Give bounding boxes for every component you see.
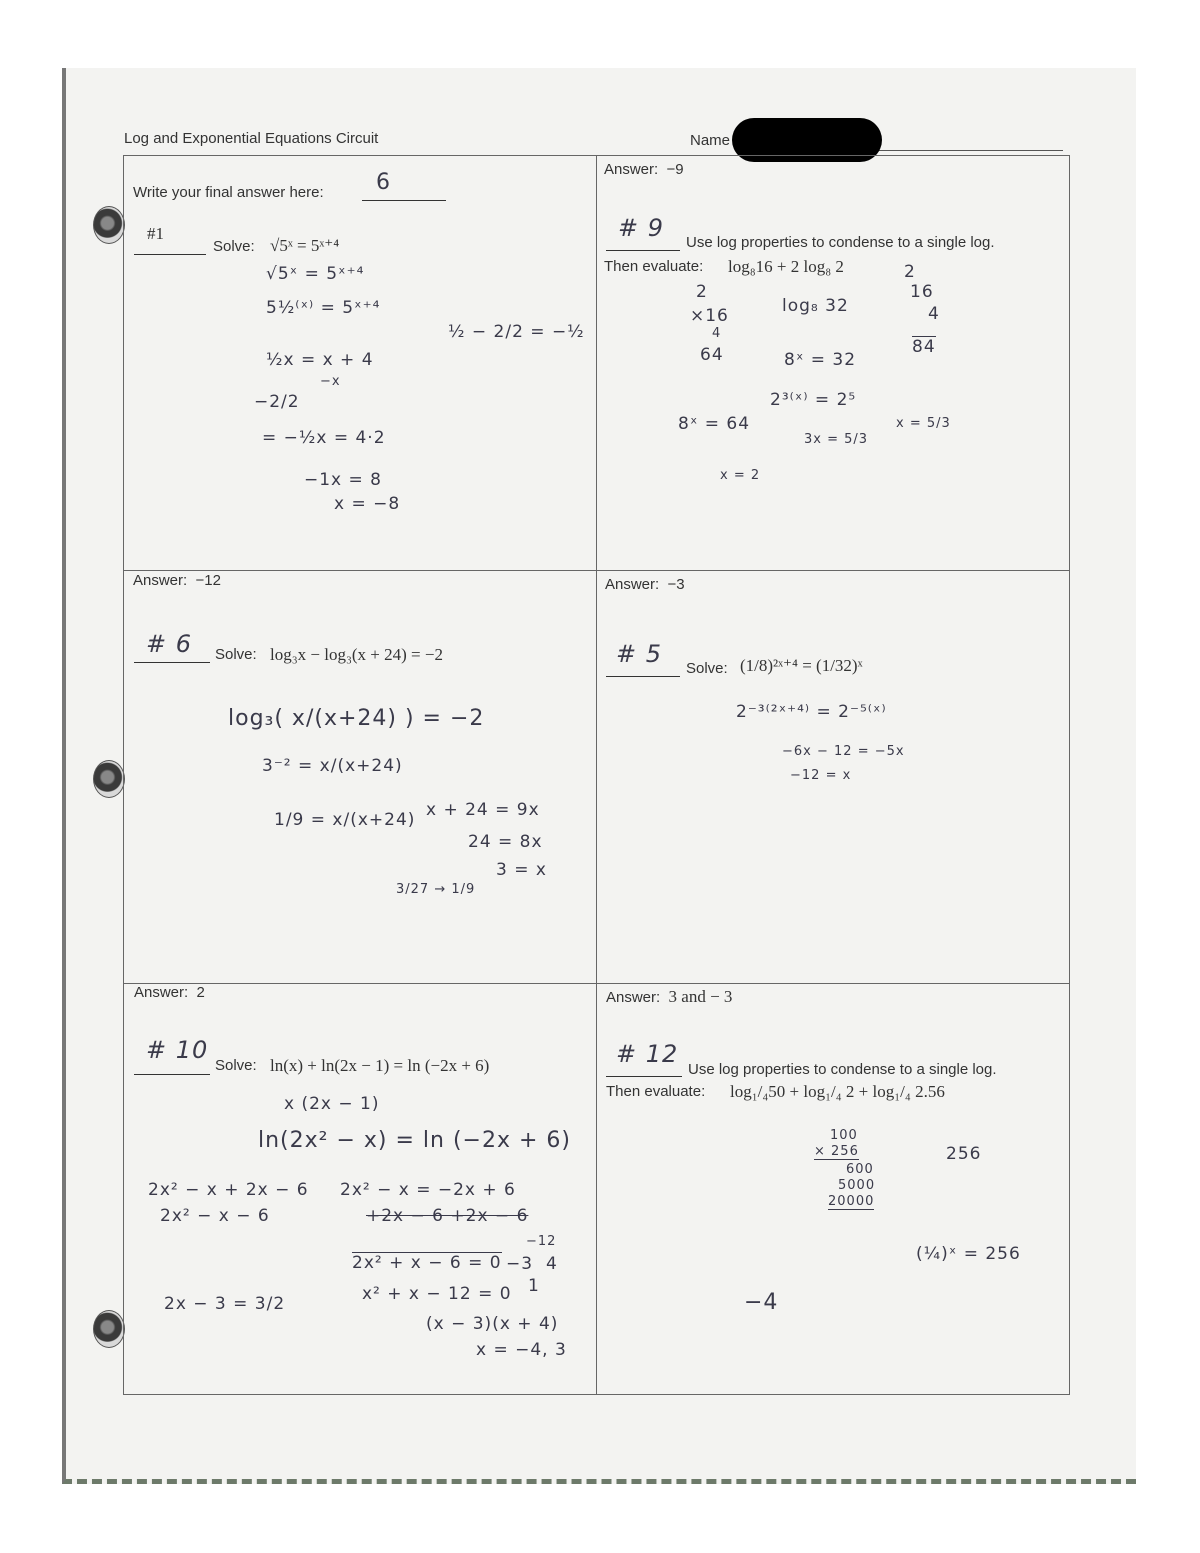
problem-expression: log₁/₄50 + log₁/₄ 2 + log₁/₄ 2.56 bbox=[730, 1082, 945, 1101]
work-line: −1x = 8 bbox=[304, 470, 382, 490]
work-line: 2x² − x = −2x + 6 bbox=[340, 1180, 516, 1200]
instruction: Use log properties to condense to a single log. bbox=[686, 234, 995, 251]
work-line: log₈ 32 bbox=[782, 296, 849, 316]
answer-label: Answer: 3 and − 3 bbox=[606, 987, 733, 1006]
final-answer-blank bbox=[362, 200, 446, 201]
work-line: −12 = x bbox=[790, 768, 852, 783]
work-line: ×16 bbox=[690, 306, 729, 326]
instruction: Use log properties to condense to a single log. bbox=[688, 1061, 997, 1078]
answer-value: 2 bbox=[196, 984, 205, 1001]
grid-divider bbox=[123, 983, 1070, 984]
work-line: 20000 bbox=[828, 1194, 875, 1209]
problem-expression: log₈16 + 2 log₈ 2 bbox=[728, 257, 844, 276]
work-line: 5000 bbox=[838, 1178, 876, 1193]
name-label: Name bbox=[690, 132, 731, 149]
solve-label: Solve: bbox=[213, 238, 255, 255]
work-line: (x − 3)(x + 4) bbox=[426, 1314, 559, 1334]
number-blank bbox=[134, 662, 210, 663]
answer-label: Answer: 2 bbox=[134, 984, 205, 1001]
problem-equation: log₃x − log₃(x + 24) = −2 bbox=[270, 645, 443, 664]
work-line: × 256 bbox=[814, 1144, 859, 1159]
work-line: 3 = x bbox=[496, 860, 547, 880]
solve-label: Solve: bbox=[215, 1057, 257, 1074]
number-blank bbox=[134, 254, 206, 255]
work-line: x = 5/3 bbox=[896, 416, 951, 431]
problem-number: #1 bbox=[147, 224, 164, 243]
work-line: −4 bbox=[744, 1290, 779, 1315]
problem-number: # 12 bbox=[616, 1040, 679, 1068]
answer-value: −3 bbox=[667, 576, 685, 593]
number-blank bbox=[606, 250, 680, 251]
final-answer: 6 bbox=[376, 170, 391, 195]
work-line: x² + x − 12 = 0 bbox=[362, 1284, 512, 1304]
work-line: 600 bbox=[846, 1162, 874, 1177]
problem-number: # 6 bbox=[146, 630, 193, 658]
work-line: −3 bbox=[506, 1254, 534, 1274]
solve-label: Solve: bbox=[686, 660, 728, 677]
worksheet-title: Log and Exponential Equations Circuit bbox=[124, 130, 379, 147]
evaluate-label: Then evaluate: bbox=[606, 1083, 706, 1100]
work-line: 3x = 5/3 bbox=[804, 432, 869, 447]
number-blank bbox=[606, 1076, 682, 1077]
work-line: 1 bbox=[528, 1276, 540, 1296]
work-line: √5ˣ = 5ˣ⁺⁴ bbox=[266, 264, 365, 284]
problem-number: # 10 bbox=[146, 1036, 209, 1064]
grid-divider bbox=[123, 570, 1070, 571]
work-line: 84 bbox=[912, 337, 936, 357]
work-line: ln(2x² − x) = ln (−2x + 6) bbox=[258, 1128, 571, 1153]
work-line: −6x − 12 = −5x bbox=[782, 744, 905, 759]
work-line: −12 bbox=[526, 1234, 557, 1249]
work-line: −x bbox=[320, 374, 341, 389]
work-line: 4 bbox=[546, 1254, 558, 1274]
work-line: ½ − 2/2 = −½ bbox=[448, 322, 585, 342]
work-line: 256 bbox=[946, 1144, 982, 1164]
work-line: 8ˣ = 64 bbox=[678, 414, 751, 434]
work-line: 3/27 → 1/9 bbox=[396, 882, 476, 897]
work-line: 100 bbox=[830, 1128, 858, 1143]
problem-equation: √5ˣ = 5ˣ⁺⁴ bbox=[270, 236, 340, 255]
problem-equation: ln(x) + ln(2x − 1) = ln (−2x + 6) bbox=[270, 1056, 490, 1075]
problem-equation: (1/8)²ˣ⁺⁴ = (1/32)ˣ bbox=[740, 656, 863, 675]
binder-hole-icon bbox=[93, 206, 125, 244]
number-blank bbox=[606, 676, 680, 677]
work-line: = −½x = 4·2 bbox=[262, 428, 386, 448]
work-line: x + 24 = 9x bbox=[426, 800, 540, 820]
answer-label: Answer: −3 bbox=[605, 576, 685, 593]
grid-divider bbox=[596, 155, 597, 1395]
answer-prompt: Write your final answer here: bbox=[133, 184, 324, 201]
binder-hole-icon bbox=[93, 1310, 125, 1348]
work-line: 2³⁽ˣ⁾ = 2⁵ bbox=[770, 390, 857, 410]
binder-hole-icon bbox=[93, 760, 125, 798]
work-line: −2/2 bbox=[254, 392, 300, 412]
problem-number: # 5 bbox=[616, 640, 663, 668]
work-line: x = −4, 3 bbox=[476, 1340, 567, 1360]
work-line: +2x − 6 +2x − 6 bbox=[366, 1206, 529, 1226]
number-blank bbox=[134, 1074, 210, 1075]
work-line: 4 bbox=[712, 326, 722, 341]
answer-value: −9 bbox=[666, 161, 684, 178]
answer-value: 3 and − 3 bbox=[668, 987, 733, 1006]
work-line: 2 bbox=[904, 262, 916, 282]
work-line: x (2x − 1) bbox=[284, 1094, 380, 1114]
problem-number: # 9 bbox=[618, 214, 665, 242]
work-line: 2x² − x − 6 bbox=[160, 1206, 270, 1226]
work-line: 5½⁽ˣ⁾ = 5ˣ⁺⁴ bbox=[266, 298, 381, 318]
solve-label: Solve: bbox=[215, 646, 257, 663]
work-line: 3⁻² = x/(x+24) bbox=[262, 756, 403, 776]
answer-label: Answer: −9 bbox=[604, 161, 684, 178]
evaluate-label: Then evaluate: bbox=[604, 258, 704, 275]
work-line: (¼)ˣ = 256 bbox=[916, 1244, 1021, 1264]
work-line: 16 bbox=[910, 282, 934, 302]
work-line: 8ˣ = 32 bbox=[784, 350, 857, 370]
work-line: 2x − 3 = 3/2 bbox=[164, 1294, 286, 1314]
work-line: 64 bbox=[700, 345, 724, 365]
answer-value: −12 bbox=[195, 572, 221, 589]
work-line: x = −8 bbox=[334, 494, 401, 514]
answer-label: Answer: −12 bbox=[133, 572, 221, 589]
work-line: ½x = x + 4 bbox=[266, 350, 374, 370]
work-line: x = 2 bbox=[720, 468, 761, 483]
work-line: 1/9 = x/(x+24) bbox=[274, 810, 416, 830]
work-line: 2x² − x + 2x − 6 bbox=[148, 1180, 309, 1200]
work-line: 24 = 8x bbox=[468, 832, 543, 852]
work-line: 4 bbox=[928, 304, 940, 324]
work-line: 2 bbox=[696, 282, 708, 302]
work-line: log₃( x/(x+24) ) = −2 bbox=[228, 706, 485, 731]
work-line: 2x² + x − 6 = 0 bbox=[352, 1253, 502, 1273]
work-line: 2⁻³⁽²ˣ⁺⁴⁾ = 2⁻⁵⁽ˣ⁾ bbox=[736, 702, 887, 722]
